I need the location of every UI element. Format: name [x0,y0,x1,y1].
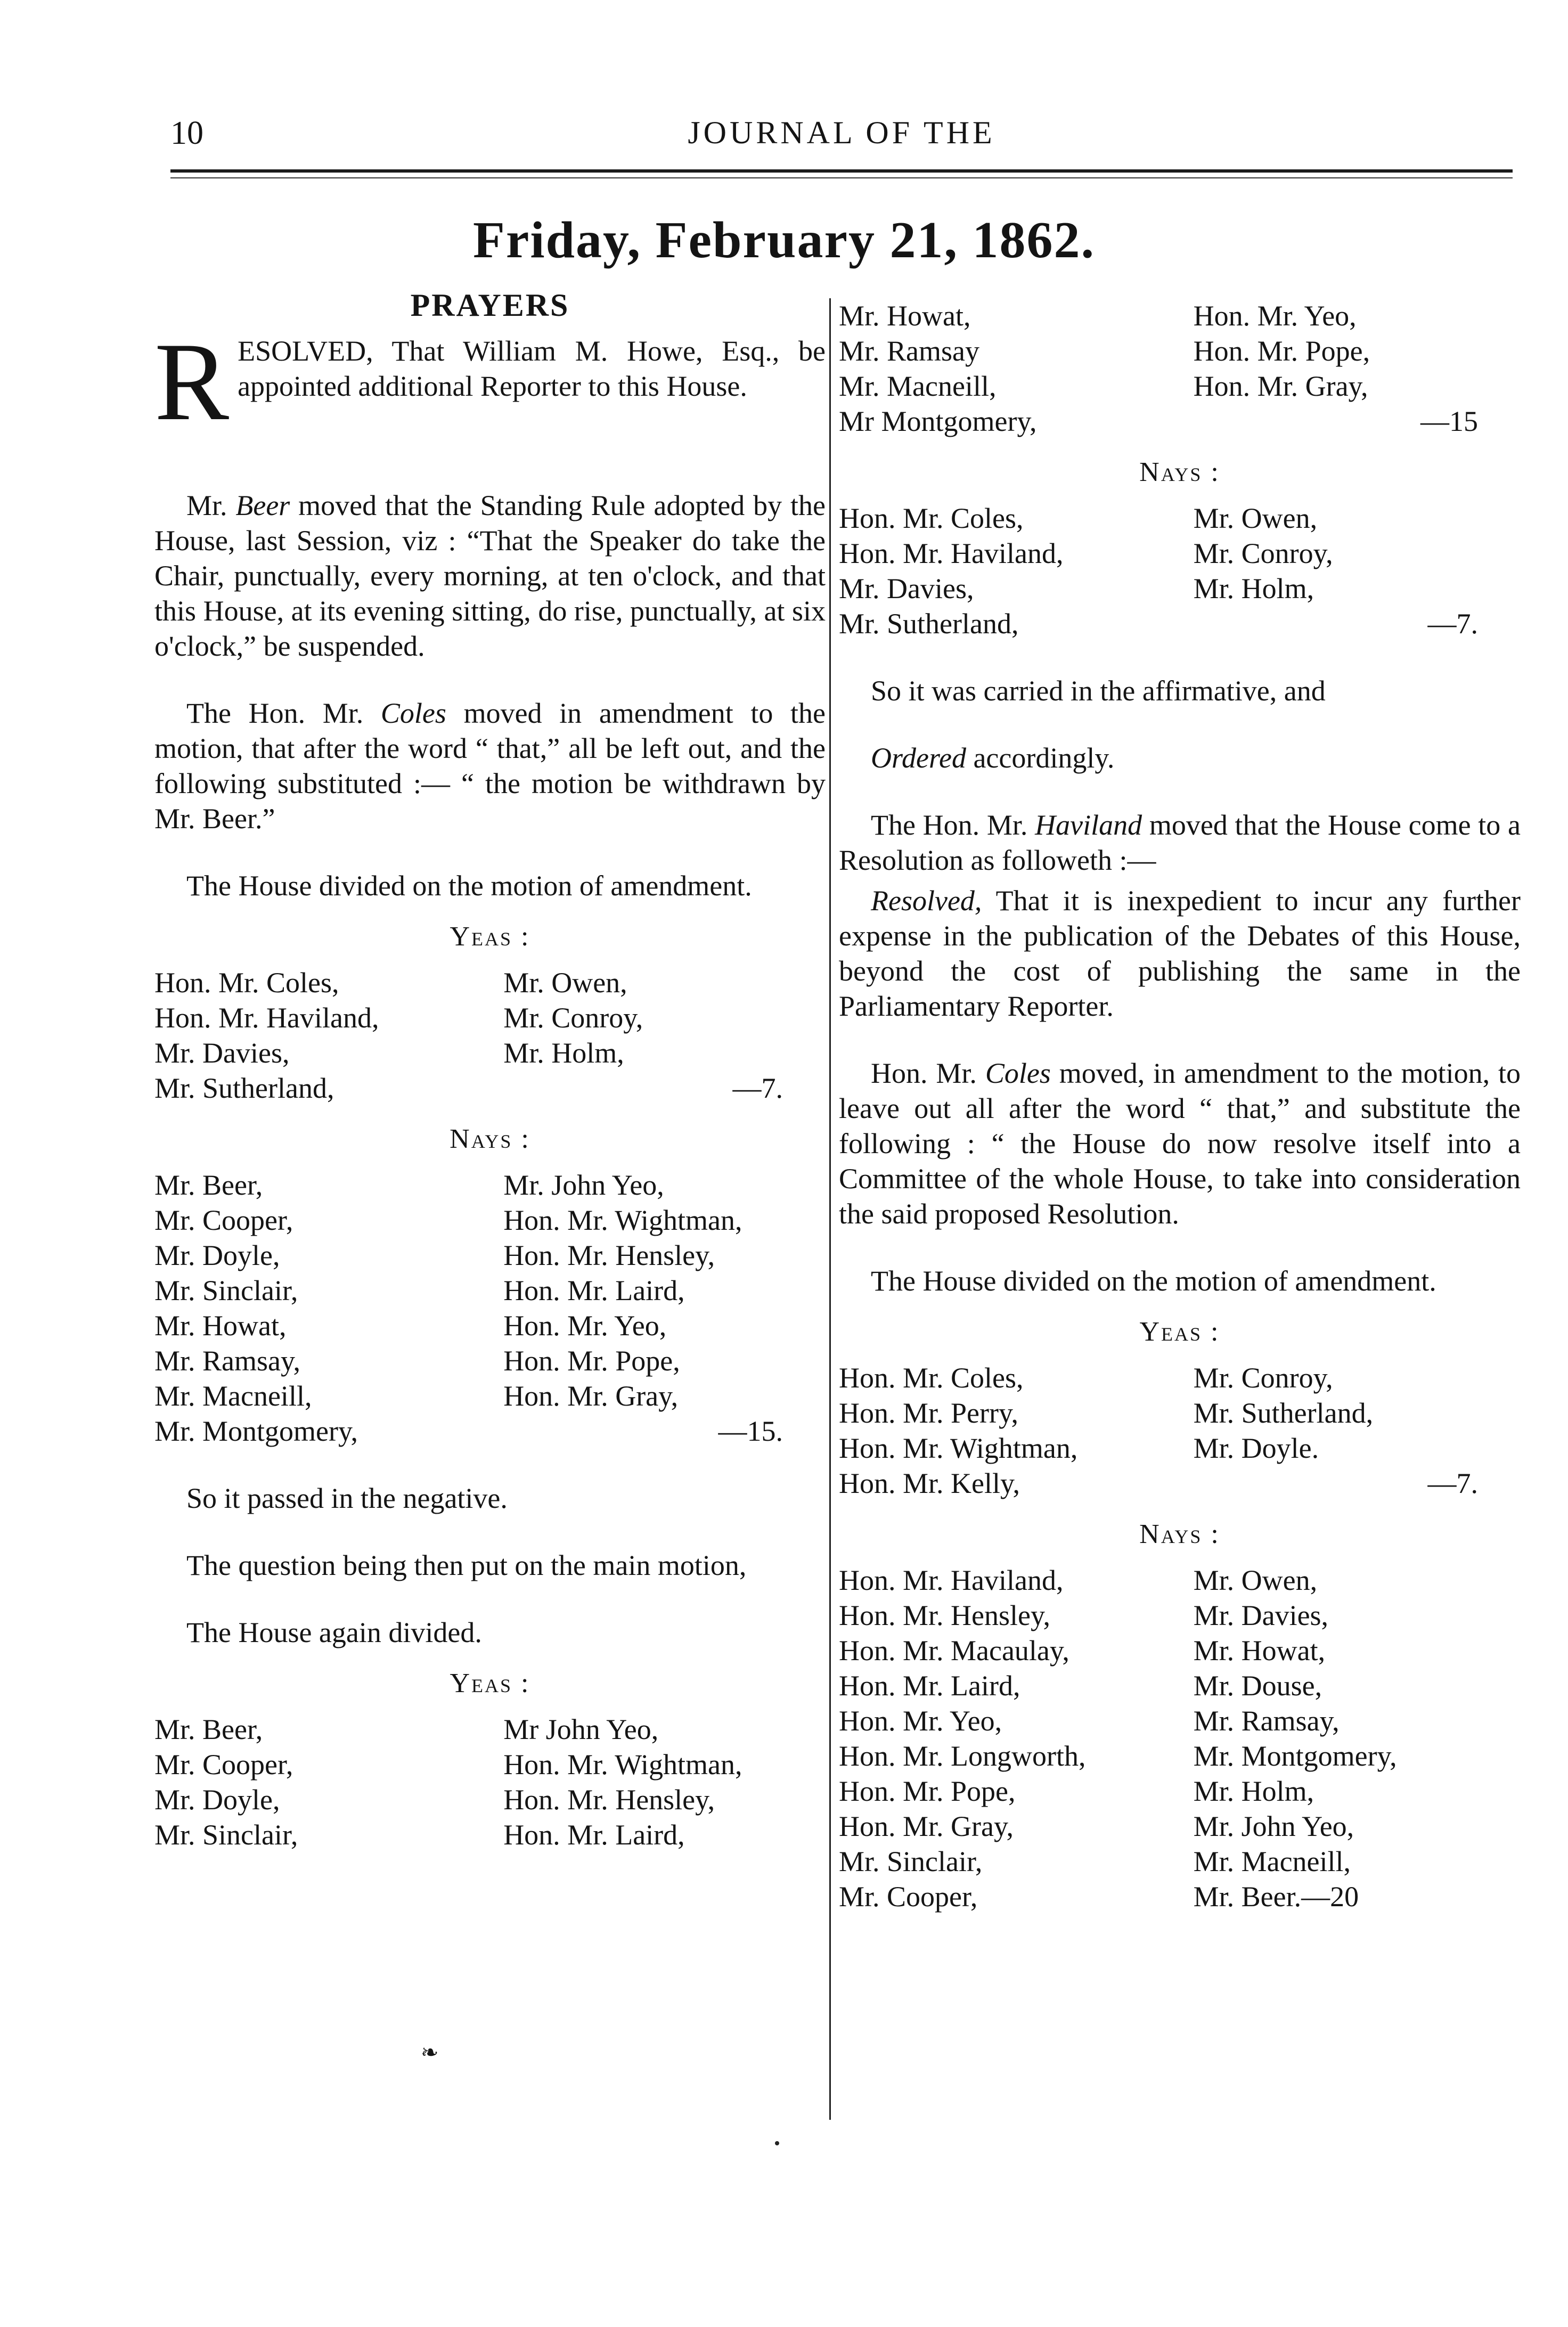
member-name: Hon. Mr. Kelly, [839,1467,1020,1499]
member-name: Mr. Cooper, [154,1749,293,1781]
member-name: Hon. Mr. Coles, [839,502,1024,534]
member-name: Mr. Owen, [503,967,627,999]
member-name: Mr. Sutherland, [154,1072,334,1104]
page-number: 10 [170,115,203,151]
name-row [839,1563,1521,1598]
yeas-list [154,1712,826,1852]
name-row [839,1809,1521,1844]
resolution-paragraph [154,320,826,444]
member-name: Hon. Mr. Hensley, [503,1784,715,1816]
division-paragraph: The House divided on the motion of amendment. [186,870,752,902]
member-name: Mr. Davies, [154,1037,290,1069]
vote-total: —7. [732,1072,783,1104]
drop-cap: R [154,320,230,444]
member-name: Hon. Mr. Gray, [1193,370,1368,402]
member-name: Mr. Sinclair, [154,1819,298,1851]
member-name: Hon. Mr. Pope, [503,1345,680,1377]
vote-total: —7. [1427,1467,1478,1499]
name-row [839,1431,1521,1466]
coles-amendment-paragraph [154,696,826,836]
member-name: Mr. Davies, [1193,1599,1329,1631]
member-name: Hon. Mr. Macaulay, [839,1635,1069,1667]
name-row [839,404,1521,439]
member-name: Coles [380,697,446,729]
name-row [154,965,826,1000]
member-name: Hon. Mr. Wightman, [503,1749,742,1781]
name-row [154,1817,826,1852]
member-name: Mr. Beer, [154,1713,263,1745]
member-name: Mr. Douse, [1193,1670,1322,1702]
name-row [839,1774,1521,1809]
resolution-text: ESOLVED, That William M. Howe, Esq., be appointed additional Reporter to this House. [238,335,826,402]
member-name: Mr John Yeo, [503,1713,659,1745]
name-row [839,1360,1521,1395]
text-span: moved, in amendment to the motion, to leave out all after the word “ that,” and substitute the following : “ the House do now resolve itself into a Committee of the whole House, to take into consideration the said proposed Resolution. [839,1057,1521,1230]
name-row [154,1238,826,1273]
name-row [839,1668,1521,1703]
name-row [839,298,1521,333]
member-name: Hon. Mr. Laird, [839,1670,1020,1702]
member-name: Mr. Conroy, [1193,537,1333,569]
member-name: Hon. Mr. Longworth, [839,1740,1086,1772]
name-row [839,1395,1521,1431]
text-span: Hon. Mr. [871,1057,985,1089]
name-row [154,1308,826,1343]
italic-term: Resolved, [871,885,982,917]
right-column [839,298,1521,1914]
member-name: Mr. Montgomery, [154,1415,358,1447]
member-name: Hon. Mr. Laird, [503,1819,685,1851]
member-name: Mr. Beer.—20 [1193,1881,1359,1913]
text-span: The Hon. Mr. [186,697,381,729]
member-name: Hon. Mr. Perry, [839,1397,1018,1429]
text-span: moved that the Standing Rule adopted by the House, last Session, viz : “That the Speaker do take the Chair, punctually, every morning, at ten o'clock, and that this House, at its evening sitting, do rise, punctually, at six o'clock,” be suspended. [154,489,826,662]
beer-motion-paragraph [154,488,826,664]
print-speck [775,2141,779,2145]
nays-label: Nays : [450,1124,530,1154]
nays-list [839,1563,1521,1914]
vote-total: —15 [1420,405,1478,437]
member-name: Mr. Sinclair, [839,1846,983,1877]
coles-amendment-paragraph [839,1056,1521,1231]
member-name: Hon. Mr. Pope, [1193,335,1370,367]
member-name: Mr. Ramsay [839,335,979,367]
member-name: Mr. John Yeo, [503,1169,664,1201]
text-span: moved that the House come to a Resolution as followeth :— [839,809,1521,876]
yeas-list-continued [839,298,1521,439]
name-row [154,1782,826,1817]
member-name: Hon. Mr. Yeo, [839,1705,1002,1737]
member-name: Mr. Macneill, [1193,1846,1351,1877]
member-name: Mr. Howat, [154,1310,287,1342]
name-row [154,1167,826,1203]
member-name: Haviland [1035,809,1142,841]
header-rule-thin [170,177,1513,178]
spacer [154,1449,826,1481]
name-row [839,1466,1521,1501]
nays-label: Nays : [1139,457,1220,487]
member-name: Hon. Mr. Haviland, [839,1564,1064,1596]
yeas-label: Yeas : [450,1668,530,1699]
member-name: Hon. Mr. Wightman, [839,1432,1078,1464]
member-name: Mr. Holm, [503,1037,624,1069]
text-span: Mr. [186,489,236,521]
member-name: Mr. Doyle, [154,1239,280,1271]
name-row [154,1273,826,1308]
page-header [170,115,1513,168]
name-row [839,1633,1521,1668]
name-row [839,571,1521,606]
haviland-motion-paragraph [839,807,1521,878]
vote-total: —15. [718,1415,783,1447]
member-name: Mr. Macneill, [154,1380,312,1412]
member-name: Hon. Mr. Gray, [839,1810,1014,1842]
italic-term: Ordered [871,742,966,774]
name-row [154,1203,826,1238]
running-head: JOURNAL OF THE [688,115,995,150]
member-name: Mr Montgomery, [839,405,1037,437]
member-name: Mr. Ramsay, [154,1345,300,1377]
member-name: Mr. Macneill, [839,370,997,402]
nays-list [154,1167,826,1449]
member-name: Mr. Doyle, [154,1784,280,1816]
text-span: accordingly. [966,742,1115,774]
printer-ornament-icon: ❧ [421,2040,439,2064]
member-name: Hon. Mr. Yeo, [503,1310,667,1342]
member-name: Hon. Mr. Laird, [503,1275,685,1307]
name-row [839,1703,1521,1738]
member-name: Mr. Howat, [1193,1635,1326,1667]
text-span: That it is inexpedient to incur any further expense in the publication of the Debates of this House, beyond the cost of publishing the same in the Parliamentary Reporter. [839,885,1521,1022]
name-row [839,333,1521,369]
member-name: Hon. Mr. Wightman, [503,1204,742,1236]
member-name: Mr. John Yeo, [1193,1810,1354,1842]
member-name: Mr. Davies, [839,573,974,605]
member-name: Mr. Cooper, [839,1881,978,1913]
name-row [154,1343,826,1378]
nays-label: Nays : [1139,1519,1220,1549]
member-name: Hon. Mr. Hensley, [503,1239,715,1271]
name-row [839,1844,1521,1879]
name-row [839,606,1521,641]
column-divider [829,298,831,2120]
name-row [154,1035,826,1071]
vote-total: —7. [1427,608,1478,640]
name-row [154,1071,826,1106]
name-row [154,1747,826,1782]
member-name: Mr. Sinclair, [154,1275,298,1307]
member-name: Hon. Mr. Coles, [154,967,339,999]
yeas-list [839,1360,1521,1501]
yeas-label: Yeas : [1139,1317,1220,1347]
member-name: Coles [985,1057,1051,1089]
main-motion-paragraph: The question being then put on the main motion, [186,1549,747,1581]
header-rule [170,169,1513,173]
member-name: Mr. Conroy, [503,1002,643,1034]
member-name: Mr. Howat, [839,300,971,332]
member-name: Hon. Mr. Pope, [839,1775,1016,1807]
member-name: Hon. Mr. Yeo, [1193,300,1357,332]
member-name: Mr. Beer, [154,1169,263,1201]
member-name: Beer [235,489,290,521]
name-row [839,369,1521,404]
member-name: Mr. Doyle. [1193,1432,1319,1464]
member-name: Mr. Owen, [1193,502,1318,534]
member-name: Hon. Mr. Haviland, [839,537,1064,569]
nays-list [839,501,1521,641]
name-row [839,1598,1521,1633]
yeas-list [154,965,826,1106]
ordered-paragraph [839,740,1521,775]
left-column [154,288,826,1852]
again-divided-paragraph: The House again divided. [186,1616,482,1648]
resolved-paragraph [839,883,1521,1024]
member-name: Hon. Mr. Coles, [839,1362,1024,1394]
division-paragraph: The House divided on the motion of amendment. [871,1265,1436,1297]
text-span: moved in amendment to the motion, that after the word “ that,” all be left out, and the following substituted :— “ the motion be withdrawn by Mr. Beer.” [154,697,826,835]
member-name: Mr. Cooper, [154,1204,293,1236]
name-row [154,1378,826,1414]
member-name: Hon. Mr. Haviland, [154,1002,379,1034]
name-row [839,1879,1521,1914]
date-title: Friday, February 21, 1862. [472,211,1096,269]
member-name: Mr. Ramsay, [1193,1705,1340,1737]
member-name: Hon. Mr. Hensley, [839,1599,1050,1631]
text-span: The Hon. Mr. [871,809,1035,841]
member-name: Mr. Conroy, [1193,1362,1333,1394]
yeas-label: Yeas : [450,921,530,952]
member-name: Mr. Owen, [1193,1564,1318,1596]
negative-result-paragraph: So it passed in the negative. [186,1482,508,1514]
member-name: Mr. Sutherland, [839,608,1019,640]
name-row [839,536,1521,571]
spacer [839,641,1521,673]
member-name: Mr. Holm, [1193,1775,1314,1807]
member-name: Mr. Holm, [1193,573,1314,605]
member-name: Mr. Sutherland, [1193,1397,1374,1429]
name-row [154,1000,826,1035]
member-name: Mr. Montgomery, [1193,1740,1397,1772]
name-row [154,1712,826,1747]
affirmative-result-paragraph: So it was carried in the affirmative, and [871,675,1326,707]
prayers-heading: PRAYERS [410,288,570,323]
member-name: Hon. Mr. Gray, [503,1380,679,1412]
name-row [839,1738,1521,1774]
name-row [839,501,1521,536]
